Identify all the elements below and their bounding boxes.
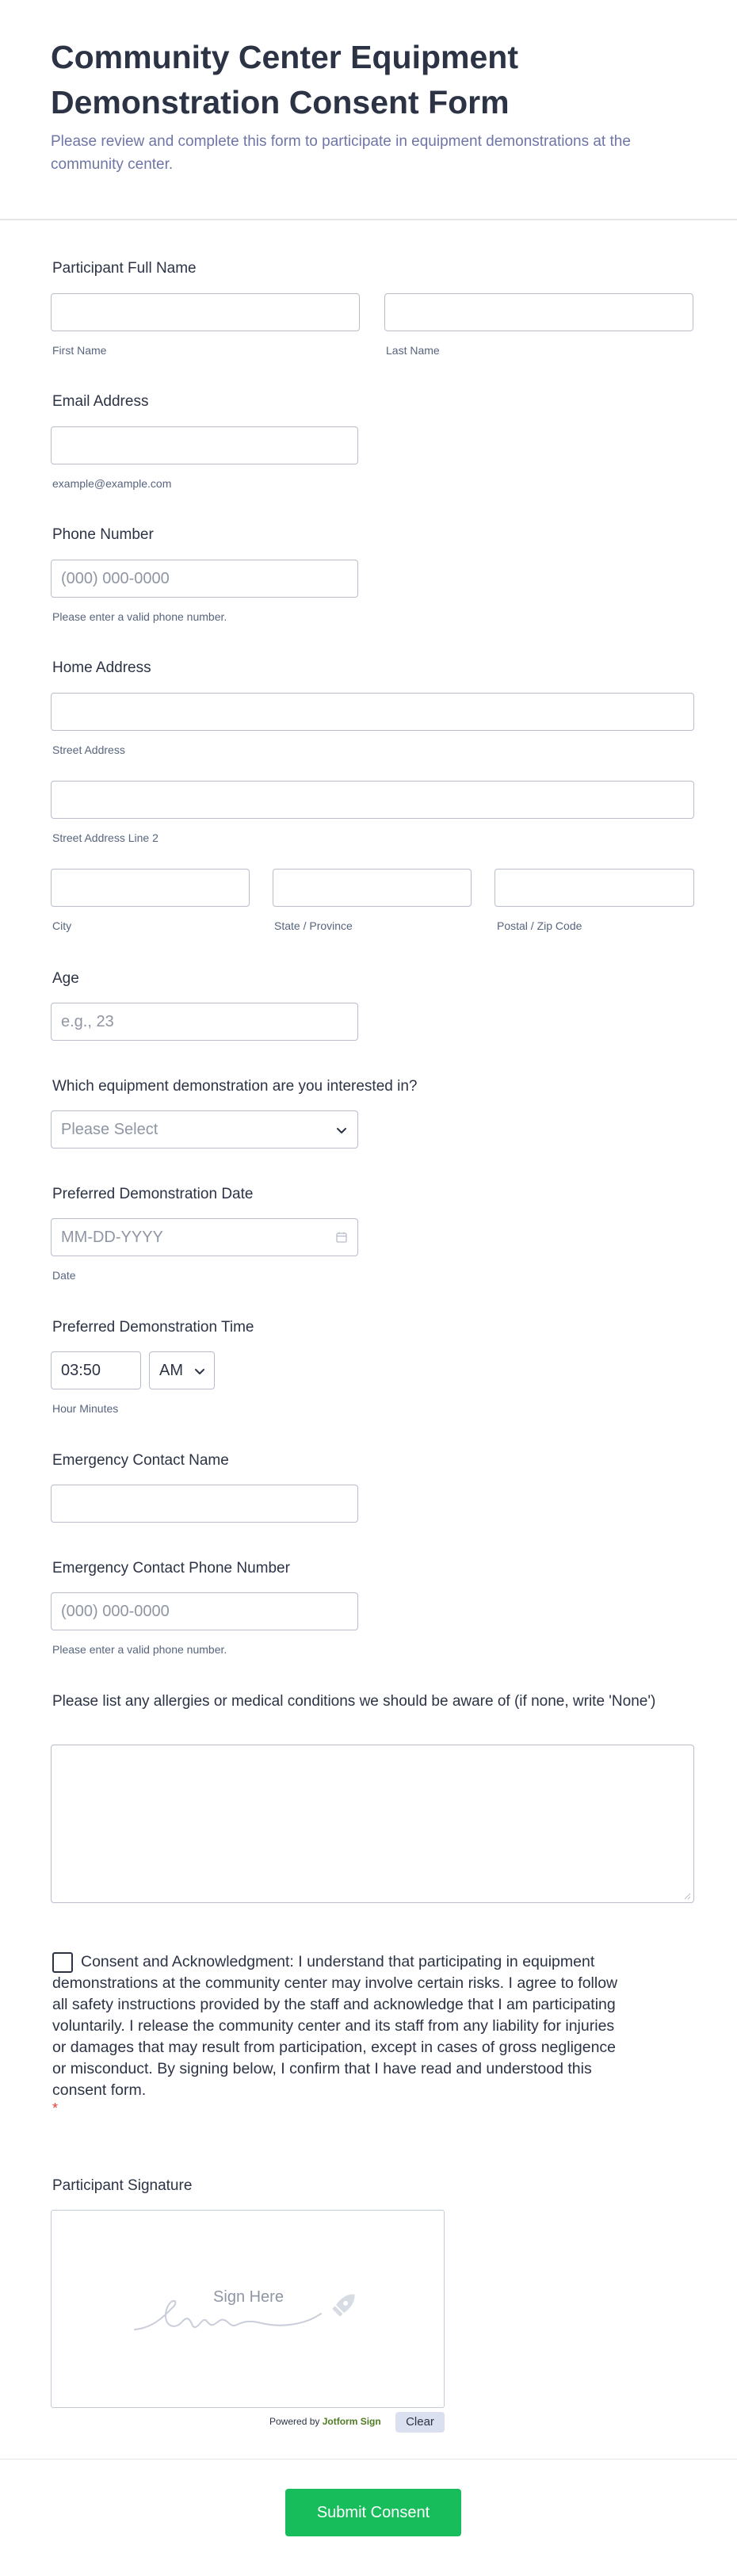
ampm-value: AM — [159, 1362, 183, 1379]
signature-label: Participant Signature — [52, 2177, 193, 2194]
time-value: 03:50 — [61, 1362, 101, 1379]
street-address-input[interactable] — [51, 693, 694, 731]
phone-placeholder: (000) 000-0000 — [61, 570, 170, 587]
last-name-sublabel: Last Name — [386, 344, 440, 357]
postal-input[interactable] — [495, 869, 694, 907]
equipment-selected-value: Please Select — [61, 1121, 158, 1138]
street-address-sublabel: Street Address — [52, 743, 125, 756]
time-sublabel: Hour Minutes — [52, 1402, 119, 1415]
powered-by-text: Powered by Jotform Sign — [269, 2416, 381, 2427]
signature-placeholder: Sign Here — [213, 2288, 284, 2306]
pen-nib-icon — [326, 2287, 362, 2323]
calendar-icon[interactable] — [335, 1231, 348, 1244]
age-label: Age — [52, 970, 79, 987]
jotform-sign-brand[interactable]: Jotform Sign — [322, 2416, 381, 2427]
resize-handle-icon[interactable] — [683, 1892, 691, 1900]
equipment-label: Which equipment demonstration are you interested in? — [52, 1078, 418, 1095]
state-sublabel: State / Province — [274, 919, 353, 932]
chevron-down-icon — [193, 1365, 206, 1378]
street-address-2-sublabel: Street Address Line 2 — [52, 831, 158, 844]
allergies-textarea[interactable] — [51, 1745, 694, 1903]
postal-sublabel: Postal / Zip Code — [497, 919, 582, 932]
allergies-label: Please list any allergies or medical conditions we should be aware of (if none, write 'None') — [52, 1693, 656, 1710]
clear-signature-button[interactable]: Clear — [395, 2412, 445, 2433]
ampm-select[interactable] — [149, 1351, 215, 1389]
consent-block — [52, 1951, 618, 2115]
emergency-name-input[interactable] — [51, 1485, 358, 1523]
email-input[interactable] — [51, 426, 358, 464]
age-placeholder: e.g., 23 — [61, 1013, 114, 1030]
emergency-phone-label: Emergency Contact Phone Number — [52, 1560, 290, 1577]
state-input[interactable] — [273, 869, 472, 907]
city-sublabel: City — [52, 919, 72, 932]
full-name-label: Participant Full Name — [52, 260, 197, 277]
phone-input[interactable] — [51, 560, 358, 598]
submit-button[interactable]: Submit Consent — [285, 2489, 461, 2536]
address-label: Home Address — [52, 659, 151, 676]
signature-pad[interactable] — [51, 2210, 445, 2408]
street-address-2-input[interactable] — [51, 781, 694, 819]
required-mark: * — [52, 2100, 59, 2116]
date-label: Preferred Demonstration Date — [52, 1186, 254, 1202]
consent-text: Consent and Acknowledgment: I understand that participating in equipment demonstrations at the community center may involve certain risks. I agree to follow all safety instructions provided by the staff and acknowledge that I am participating voluntarily. I release the community center and its staff from any liability for injuries or damages that may result from participation, except in cases of gross negligence or misconduct. By signing below, I confirm that I have read and understood this consent form. — [52, 1953, 618, 2099]
phone-label: Phone Number — [52, 526, 154, 543]
date-placeholder: MM-DD-YYYY — [61, 1229, 163, 1246]
date-sublabel: Date — [52, 1269, 76, 1282]
last-name-input[interactable] — [384, 293, 693, 331]
emergency-name-label: Emergency Contact Name — [52, 1452, 229, 1469]
equipment-select[interactable] — [51, 1110, 358, 1148]
city-input[interactable] — [51, 869, 250, 907]
age-input[interactable] — [51, 1003, 358, 1041]
consent-checkbox[interactable] — [52, 1952, 73, 1973]
emergency-phone-placeholder: (000) 000-0000 — [61, 1603, 170, 1620]
first-name-input[interactable] — [51, 293, 360, 331]
phone-sublabel: Please enter a valid phone number. — [52, 610, 227, 623]
email-label: Email Address — [52, 393, 149, 410]
time-input[interactable] — [51, 1351, 141, 1389]
date-input[interactable] — [51, 1218, 358, 1256]
first-name-sublabel: First Name — [52, 344, 107, 357]
emergency-phone-input[interactable] — [51, 1592, 358, 1630]
page-subtitle: Please review and complete this form to participate in equipment demonstrations at the community center. — [51, 133, 631, 173]
page-title: Community Center Equipment Demonstration Consent Form — [51, 39, 518, 120]
email-sublabel: example@example.com — [52, 477, 172, 490]
time-label: Preferred Demonstration Time — [52, 1319, 254, 1336]
header-divider — [0, 219, 737, 220]
chevron-down-icon — [335, 1124, 348, 1137]
emergency-phone-sublabel: Please enter a valid phone number. — [52, 1643, 227, 1656]
